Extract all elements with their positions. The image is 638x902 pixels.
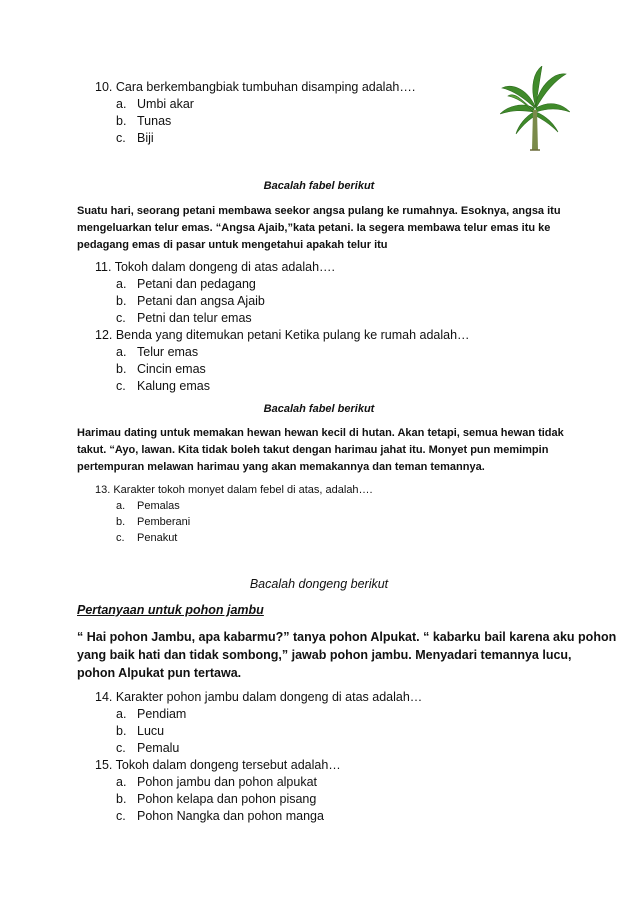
question-12: 12. Benda yang ditemukan petani Ketika pulang ke rumah adalah… xyxy=(95,328,470,342)
passage-line: Harimau dating untuk memakan hewan hewan kecil di hutan. Akan tetapi, semua hewan tidak xyxy=(77,427,564,439)
passage-line: takut. “Ayo, lawan. Kita tidak boleh takut dengan harimau jahat itu. Monyet pun memimpin xyxy=(77,444,549,456)
option-text: Pohon jambu dan pohon alpukat xyxy=(137,775,318,789)
passage-line: mengeluarkan telur emas. “Angsa Ajaib,”kata petani. Ia segera membawa telur emas itu ke xyxy=(77,222,551,234)
passage-line: pohon Alpukat pun tertawa. xyxy=(77,666,242,680)
option-text: Lucu xyxy=(137,724,165,738)
option-text: Telur emas xyxy=(137,345,199,359)
option-letter: b. xyxy=(116,792,127,806)
option-text: Pemberani xyxy=(137,516,191,528)
option-text: Tunas xyxy=(137,114,172,128)
passage-line: pedagang emas di pasar untuk mengetahui apakah telur itu xyxy=(77,239,388,251)
passage-line: yang baik hati dan tidak sombong,” jawab pohon jambu. Menyadari temannya lucu, xyxy=(77,648,572,662)
option-letter: b. xyxy=(116,294,127,308)
option-letter: b. xyxy=(116,724,127,738)
question-15: 15. Tokoh dalam dongeng tersebut adalah… xyxy=(95,758,341,772)
option-text: Pendiam xyxy=(137,707,187,721)
option-text: Petani dan pedagang xyxy=(137,277,256,291)
option-text: Kalung emas xyxy=(137,379,210,393)
option-letter: b. xyxy=(116,516,126,528)
option-letter: c. xyxy=(116,809,126,823)
story-passage xyxy=(77,628,617,682)
section-heading-fabel-2: Bacalah fabel berikut xyxy=(263,403,375,415)
option-letter: c. xyxy=(116,379,126,393)
option-text: Pemalas xyxy=(137,500,180,512)
option-letter: c. xyxy=(116,131,126,145)
passage-line: Suatu hari, seorang petani membawa seekor angsa pulang ke rumahnya. Esoknya, angsa itu xyxy=(77,205,561,217)
option-letter: a. xyxy=(116,277,127,291)
option-letter: b. xyxy=(116,362,127,376)
option-text: Pohon Nangka dan pohon manga xyxy=(137,809,324,823)
option-text: Petani dan angsa Ajaib xyxy=(137,294,265,308)
question-11: 11. Tokoh dalam dongeng di atas adalah…. xyxy=(95,260,335,274)
option-letter: a. xyxy=(116,345,127,359)
option-letter: c. xyxy=(116,741,126,755)
option-letter: b. xyxy=(116,114,127,128)
passage-line: “ Hai pohon Jambu, apa kabarmu?” tanya pohon Alpukat. “ kabarku bail karena aku pohon xyxy=(77,630,617,644)
question-14: 14. Karakter pohon jambu dalam dongeng di atas adalah… xyxy=(95,690,423,704)
option-letter: a. xyxy=(116,500,126,512)
option-text: Cincin emas xyxy=(137,362,206,376)
passage-line: pertempuran melawan harimau yang akan memakannya dan teman temannya. xyxy=(77,461,485,473)
option-text: Umbi akar xyxy=(137,97,194,111)
option-text: Pemalu xyxy=(137,741,180,755)
option-letter: a. xyxy=(116,775,127,789)
fable-passage-2 xyxy=(77,425,564,476)
option-text: Biji xyxy=(137,131,154,145)
section-heading-fabel-1: Bacalah fabel berikut xyxy=(263,180,375,192)
fable-passage-1 xyxy=(77,203,561,254)
option-text: Petni dan telur emas xyxy=(137,311,252,325)
question-10: 10. Cara berkembangbiak tumbuhan disamping adalah…. xyxy=(95,80,416,94)
story-subtitle: Pertanyaan untuk pohon jambu xyxy=(77,603,264,617)
option-text: Penakut xyxy=(137,532,178,544)
option-letter: a. xyxy=(116,707,127,721)
option-text: Pohon kelapa dan pohon pisang xyxy=(137,792,317,806)
question-13: 13. Karakter tokoh monyet dalam febel di atas, adalah…. xyxy=(95,484,373,496)
option-letter: c. xyxy=(116,311,126,325)
section-heading-dongeng: Bacalah dongeng berikut xyxy=(249,577,389,591)
option-letter: c. xyxy=(116,532,125,544)
banana-plant-image xyxy=(500,66,570,152)
option-letter: a. xyxy=(116,97,127,111)
